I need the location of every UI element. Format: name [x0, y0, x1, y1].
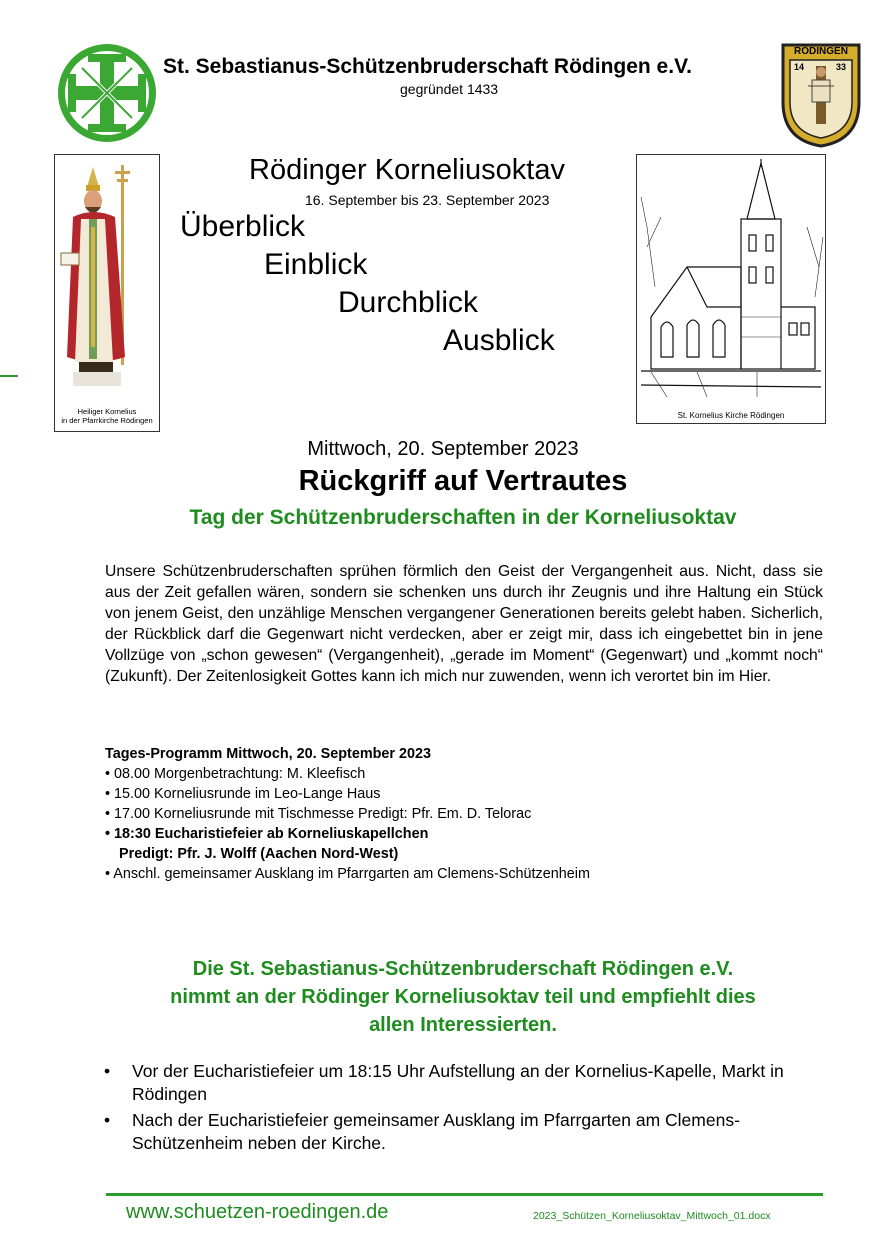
document-filename: 2023_Schützen_Korneliusoktav_Mittwoch_01.docx	[533, 1210, 771, 1222]
program-item: • Anschl. gemeinsamer Ausklang im Pfarrgarten am Clemens-Schützenheim	[105, 866, 590, 882]
margin-mark	[0, 375, 18, 377]
announcement-line-1: Die St. Sebastianus-Schützenbruderschaft Rödingen e.V.	[192, 958, 734, 980]
church-image-frame	[636, 154, 826, 424]
program-item-text: 15.00 Korneliusrunde im Leo-Lange Haus	[114, 786, 381, 802]
saint-statue-image	[55, 157, 159, 401]
cross-arrows-emblem-icon	[56, 42, 158, 144]
bullet-text: Vor der Eucharistiefeier um 18:15 Uhr Aufstellung an der Kornelius-Kapelle, Markt in Rödingen	[132, 1061, 784, 1104]
seal-year-right: 33	[836, 62, 847, 72]
program-item-text: 08.00 Morgenbetrachtung: M. Kleefisch	[114, 766, 366, 782]
church-sketch-image	[637, 157, 825, 403]
info-bullets	[104, 1060, 794, 1158]
program-item-highlight: • 18:30 Eucharistiefeier ab Korneliuskapellchen	[105, 826, 429, 842]
website-link[interactable]: www.schuetzen-roedingen.de	[126, 1201, 389, 1223]
left-image-caption-2: in der Pfarrkirche Rödingen	[61, 416, 153, 425]
program-item: • 08.00 Morgenbetrachtung: M. Kleefisch	[105, 766, 366, 782]
brotherhood-logo	[56, 42, 158, 144]
program-item: • 17.00 Korneliusrunde mit Tischmesse Predigt: Pfr. Em. D. Telorac	[105, 806, 532, 822]
shield-seal-icon	[780, 42, 862, 148]
left-image-caption-1: Heiliger Kornelius	[77, 407, 137, 416]
word-durchblick: Durchblick	[338, 286, 479, 319]
program-item: • 15.00 Korneliusrunde im Leo-Lange Haus	[105, 786, 381, 802]
bullet-item	[104, 1109, 794, 1155]
day-subheadline: Tag der Schützenbruderschaften in der Korneliusoktav	[189, 506, 737, 529]
brotherhood-seal	[780, 42, 862, 148]
day-program	[105, 744, 825, 884]
bullet-item	[104, 1060, 794, 1106]
bullet-dot-icon: •	[104, 1110, 111, 1130]
announcement	[0, 955, 886, 1039]
announcement-line-3: allen Interessierten.	[369, 1014, 557, 1036]
intro-paragraph: Unsere Schützenbruderschaften sprühen förmlich den Geist der Vergangenheit aus. Nicht, dass sie aus der Zeit gefallen wären, sondern sie schenken uns durch ihr Zeugnis und ihre Haltung ein Stück von jenem Geist, den unzählige Menschen vergangener Generationen bereits gelebt haben. Sicherlich, der Rückblick darf die Gegenwart nicht verdecken, aber er zeigt mir, dass ich eingebettet bin in jene Vollzüge von „schon gewesen“ (Vergangenheit), „gerade im Moment“ (Gegenwart) und „kommt noch“ (Zukunft). Der Zeitenlosigkeit Gottes kann ich mich nur zuwenden, wenn ich verortet bin im Hier.	[105, 563, 823, 685]
day-headline: Rückgriff auf Vertrautes	[298, 465, 628, 497]
seal-top-text: RÖDINGEN	[794, 46, 848, 57]
right-image-caption: St. Kornelius Kirche Rödingen	[677, 411, 785, 420]
word-einblick: Einblick	[264, 248, 368, 281]
founded-year: gegründet 1433	[400, 81, 499, 97]
seal-year-left: 14	[794, 62, 805, 72]
footer-divider	[106, 1193, 823, 1196]
saint-kornelius-image-frame	[54, 154, 160, 432]
bullet-dot-icon: •	[104, 1061, 111, 1081]
octave-dates: 16. September bis 23. September 2023	[305, 192, 550, 208]
word-ausblick: Ausblick	[443, 324, 555, 357]
octave-title: Rödinger Korneliusoktav	[249, 154, 565, 186]
word-ueberblick: Überblick	[180, 210, 306, 243]
announcement-line-2: nimmt an der Rödinger Korneliusoktav teil und empfiehlt dies	[170, 986, 756, 1008]
program-item-sermon: Predigt: Pfr. J. Wolff (Aachen Nord-West)	[119, 846, 399, 862]
organization-name: St. Sebastianus-Schützenbruderschaft Rödingen e.V.	[163, 55, 692, 78]
program-item-text: 17.00 Korneliusrunde mit Tischmesse Predigt: Pfr. Em. D. Telorac	[114, 806, 532, 822]
program-title: Tages-Programm Mittwoch, 20. September 2023	[105, 746, 432, 762]
program-item-text: 18:30 Eucharistiefeier ab Korneliuskapellchen	[114, 826, 429, 842]
program-item-text: Anschl. gemeinsamer Ausklang im Pfarrgarten am Clemens-Schützenheim	[113, 866, 590, 882]
day-date: Mittwoch, 20. September 2023	[307, 438, 579, 460]
bullet-text: Nach der Eucharistiefeier gemeinsamer Ausklang im Pfarrgarten am Clemens-Schützenheim neben der Kirche.	[132, 1110, 740, 1153]
